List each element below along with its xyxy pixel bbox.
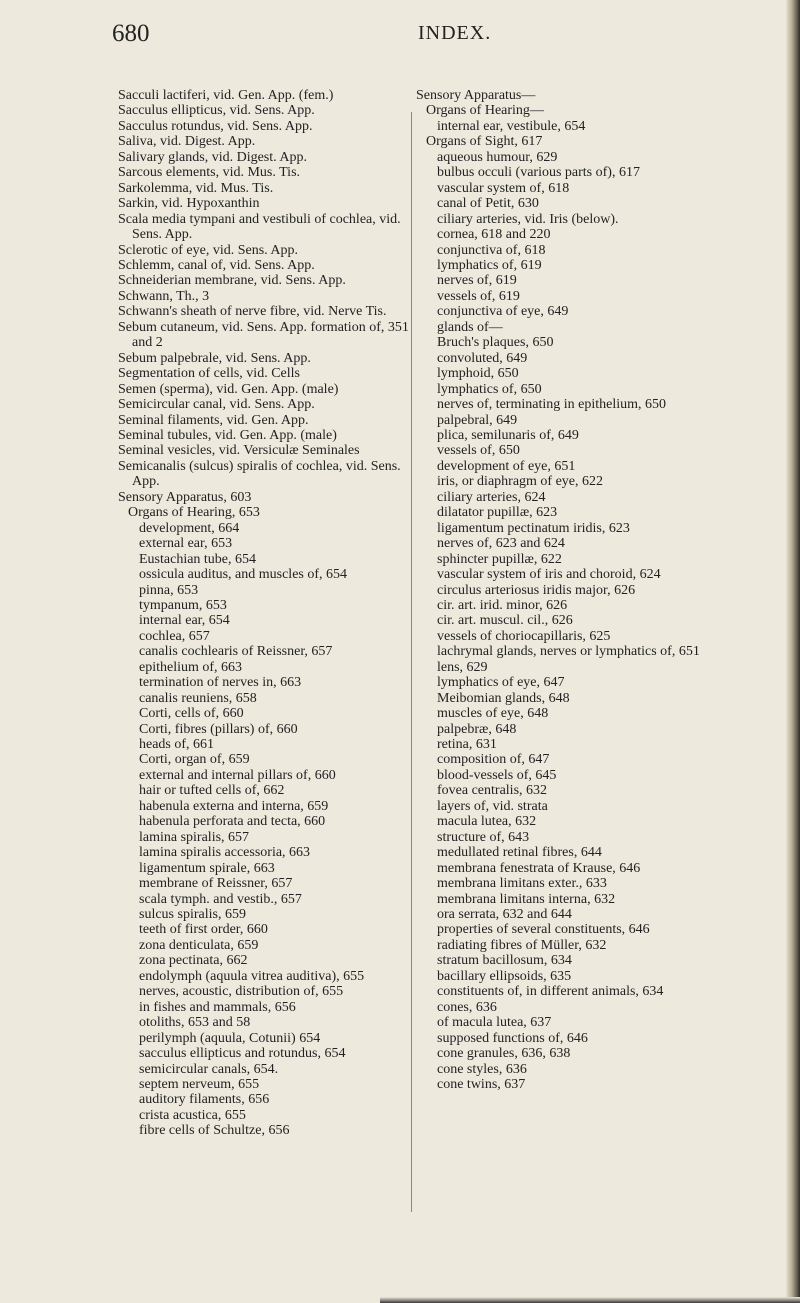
index-entry: retina, 631 <box>437 737 497 753</box>
index-entry: lymphoid, 650 <box>437 366 519 382</box>
index-entry: Corti, fibres (pillars) of, 660 <box>139 721 298 737</box>
index-entry: perilymph (aquula, Cotunii) 654 <box>139 1030 321 1046</box>
index-entry: nerves, acoustic, distribution of, 655 <box>139 984 344 1000</box>
index-entry: internal ear, vestibule, 654 <box>437 118 586 134</box>
index-entry: Semicanalis (sulcus) spiralis of cochlea, vid. Sens. App. <box>118 458 401 490</box>
index-entry: lymphatics of eye, 647 <box>437 675 565 691</box>
index-entry: lamina spiralis accessoria, 663 <box>139 845 311 861</box>
index-entry: Schlemm, canal of, vid. Sens. App. <box>118 257 315 273</box>
index-entry: Seminal filaments, vid. Gen. App. <box>118 412 309 428</box>
index-entry: lens, 629 <box>437 659 488 675</box>
index-entry: convoluted, 649 <box>437 350 528 366</box>
index-entry: canal of Petit, 630 <box>437 196 539 212</box>
index-entry: properties of several constituents, 646 <box>437 922 650 938</box>
index-entry: Semicircular canal, vid. Sens. App. <box>118 397 315 413</box>
page-bottom-shadow <box>380 1297 800 1303</box>
index-entry: otoliths, 653 and 58 <box>139 1015 251 1031</box>
index-entry: circulus arteriosus iridis major, 626 <box>437 582 636 598</box>
index-entry: cochlea, 657 <box>139 628 210 644</box>
index-entry: bacillary ellipsoids, 635 <box>437 968 572 984</box>
page-header <box>0 20 800 60</box>
index-entry: lymphatics of, 650 <box>437 381 542 397</box>
index-entry: tympanum, 653 <box>139 597 227 613</box>
index-entry: nerves of, terminating in epithelium, 650 <box>437 397 667 413</box>
index-entry: lymphatics of, 619 <box>437 257 542 273</box>
index-entry: membrana limitans interna, 632 <box>437 891 616 907</box>
index-entry: auditory filaments, 656 <box>139 1092 270 1108</box>
index-entry: external and internal pillars of, 660 <box>139 767 336 783</box>
index-entry: fovea centralis, 632 <box>437 783 548 799</box>
index-entry: Sacculus rotundus, vid. Sens. App. <box>118 118 313 134</box>
index-entry: Sensory Apparatus, 603 <box>118 489 252 505</box>
index-entry: composition of, 647 <box>437 752 550 768</box>
index-entry: ciliary arteries, vid. Iris (below). <box>437 211 619 227</box>
index-entry: cone granules, 636, 638 <box>437 1046 571 1062</box>
index-entry: vessels of, 650 <box>437 443 520 459</box>
index-entry: Schwann, Th., 3 <box>118 288 210 304</box>
index-entry: ligamentum spirale, 663 <box>139 860 275 876</box>
index-entry: Segmentation of cells, vid. Cells <box>118 366 300 382</box>
index-entry: muscles of eye, 648 <box>437 706 549 722</box>
index-entry: scala tymph. and vestib., 657 <box>139 891 302 907</box>
index-entry: development, 664 <box>139 520 240 536</box>
column-divider <box>411 112 412 1212</box>
index-entry: medullated retinal fibres, 644 <box>437 845 602 861</box>
index-entry: canalis cochlearis of Reissner, 657 <box>139 644 333 660</box>
index-entry: palpebræ, 648 <box>437 721 517 737</box>
index-entry: septem nerveum, 655 <box>139 1077 260 1092</box>
index-entry: Schneiderian membrane, vid. Sens. App. <box>118 273 346 289</box>
index-entry: cornea, 618 and 220 <box>437 227 551 243</box>
page-number: 680 <box>112 20 150 47</box>
index-entry: cir. art. muscul. cil., 626 <box>437 613 573 629</box>
index-entry: sphincter pupillæ, 622 <box>437 551 562 567</box>
index-entry: development of eye, 651 <box>437 458 576 474</box>
running-head: INDEX. <box>418 22 492 44</box>
index-entry: Sacculi lactiferi, vid. Gen. App. (fem.) <box>118 88 334 103</box>
index-entry: Eustachian tube, 654 <box>139 551 257 567</box>
index-entry: Sclerotic of eye, vid. Sens. App. <box>118 242 299 258</box>
index-entry: external ear, 653 <box>139 536 233 552</box>
index-entry: pinna, 653 <box>139 582 199 598</box>
index-entry: vessels of, 619 <box>437 288 520 304</box>
index-entry: Semen (sperma), vid. Gen. App. (male) <box>118 381 339 397</box>
index-entry: Scala media tympani and vestibuli of cochlea, vid. Sens. App. <box>118 211 401 243</box>
index-entry: membrana fenestrata of Krause, 646 <box>437 860 641 876</box>
index-entry: stratum bacillosum, 634 <box>437 953 572 969</box>
index-entry: blood-vessels of, 645 <box>437 767 557 783</box>
index-entry: Schwann's sheath of nerve fibre, vid. Nerve Tis. <box>118 304 387 320</box>
index-entry: supposed functions of, 646 <box>437 1030 588 1046</box>
index-entry: lamina spiralis, 657 <box>139 829 250 845</box>
index-entry: plica, semilunaris of, 649 <box>437 427 579 443</box>
index-entry: zona pectinata, 662 <box>139 953 248 969</box>
index-entry: structure of, 643 <box>437 829 530 845</box>
index-entry: vessels of choriocapillaris, 625 <box>437 628 611 644</box>
index-entry: crista acustica, 655 <box>139 1107 246 1123</box>
index-entry: Organs of Sight, 617 <box>426 134 543 150</box>
index-entry: epithelium of, 663 <box>139 659 243 675</box>
index-entry: vascular system of iris and choroid, 624 <box>437 567 661 583</box>
index-entry: vascular system of, 618 <box>437 180 570 196</box>
index-entry: ciliary arteries, 624 <box>437 489 546 505</box>
index-entry: Sebum cutaneum, vid. Sens. App. formation of, 351 and 2 <box>118 319 409 351</box>
index-entry: Sacculus ellipticus, vid. Sens. App. <box>118 103 315 119</box>
index-entry: constituents of, in different animals, 634 <box>437 984 664 1000</box>
index-entry: lachrymal glands, nerves or lymphatics of, 651 <box>437 644 700 660</box>
index-entry: ligamentum pectinatum iridis, 623 <box>437 520 630 536</box>
index-entry: conjunctiva of, 618 <box>437 242 546 258</box>
index-entry: teeth of first order, 660 <box>139 922 268 938</box>
index-entry: Bruch's plaques, 650 <box>437 335 554 351</box>
index-entry: membrana limitans exter., 633 <box>437 876 607 892</box>
index-entry: bulbus occuli (various parts of), 617 <box>437 165 640 181</box>
index-entry: fibre cells of Schultze, 656 <box>139 1123 290 1139</box>
index-entry: canalis reuniens, 658 <box>139 690 257 706</box>
index-entry: Sarcous elements, vid. Mus. Tis. <box>118 165 301 181</box>
index-column-left <box>118 88 410 1139</box>
index-entry: habenula perforata and tecta, 660 <box>139 814 326 830</box>
index-entry: endolymph (aquula vitrea auditiva), 655 <box>139 968 365 984</box>
index-entry: glands of— <box>437 319 503 335</box>
index-entry: Meibomian glands, 648 <box>437 690 570 706</box>
index-entry: in fishes and mammals, 656 <box>139 999 296 1015</box>
index-entry: semicircular canals, 654. <box>139 1061 279 1077</box>
index-entry: habenula externa and interna, 659 <box>139 798 329 814</box>
index-entry: Salivary glands, vid. Digest. App. <box>118 149 307 165</box>
index-entry: sacculus ellipticus and rotundus, 654 <box>139 1046 346 1062</box>
index-entry: Corti, organ of, 659 <box>139 752 250 768</box>
index-entry: internal ear, 654 <box>139 613 230 629</box>
index-column-right <box>416 88 774 1092</box>
index-entry: layers of, vid. strata <box>437 798 548 814</box>
index-entry: cir. art. irid. minor, 626 <box>437 597 568 613</box>
index-entry: ossicula auditus, and muscles of, 654 <box>139 567 348 583</box>
index-entry: macula lutea, 632 <box>437 814 537 830</box>
index-entry: cone twins, 637 <box>437 1077 526 1092</box>
index-entry: Organs of Hearing, 653 <box>128 505 260 521</box>
index-entry: Organs of Hearing— <box>426 103 544 119</box>
index-entry: Sarkolemma, vid. Mus. Tis. <box>118 180 274 196</box>
index-entry: hair or tufted cells of, 662 <box>139 783 285 799</box>
index-entry: dilatator pupillæ, 623 <box>437 505 558 521</box>
index-entry: cones, 636 <box>437 999 497 1015</box>
index-entry: termination of nerves in, 663 <box>139 675 302 691</box>
index-entry: heads of, 661 <box>139 737 215 753</box>
index-entry: palpebral, 649 <box>437 412 518 428</box>
index-entry: ora serrata, 632 and 644 <box>437 907 572 923</box>
index-entry: Corti, cells of, 660 <box>139 706 244 722</box>
index-entry: nerves of, 619 <box>437 273 517 289</box>
index-entry: of macula lutea, 637 <box>437 1015 552 1031</box>
index-entry: conjunctiva of eye, 649 <box>437 304 569 320</box>
index-entry: nerves of, 623 and 624 <box>437 536 565 552</box>
index-entry: sulcus spiralis, 659 <box>139 907 246 923</box>
index-entry: Sebum palpebrale, vid. Sens. App. <box>118 350 311 366</box>
index-entry: cone styles, 636 <box>437 1061 527 1077</box>
index-entry: Saliva, vid. Digest. App. <box>118 134 256 150</box>
index-entry: Seminal vesicles, vid. Versiculæ Seminales <box>118 443 360 459</box>
index-entry: Sarkin, vid. Hypoxanthin <box>118 196 260 212</box>
index-entry: Sensory Apparatus— <box>416 88 536 103</box>
index-entry: aqueous humour, 629 <box>437 149 558 165</box>
index-entry: zona denticulata, 659 <box>139 937 259 953</box>
index-entry: Seminal tubules, vid. Gen. App. (male) <box>118 427 337 443</box>
page-edge-shadow <box>786 0 800 1303</box>
index-entry: iris, or diaphragm of eye, 622 <box>437 474 604 490</box>
index-entry: membrane of Reissner, 657 <box>139 876 293 892</box>
index-entry: radiating fibres of Müller, 632 <box>437 937 607 953</box>
